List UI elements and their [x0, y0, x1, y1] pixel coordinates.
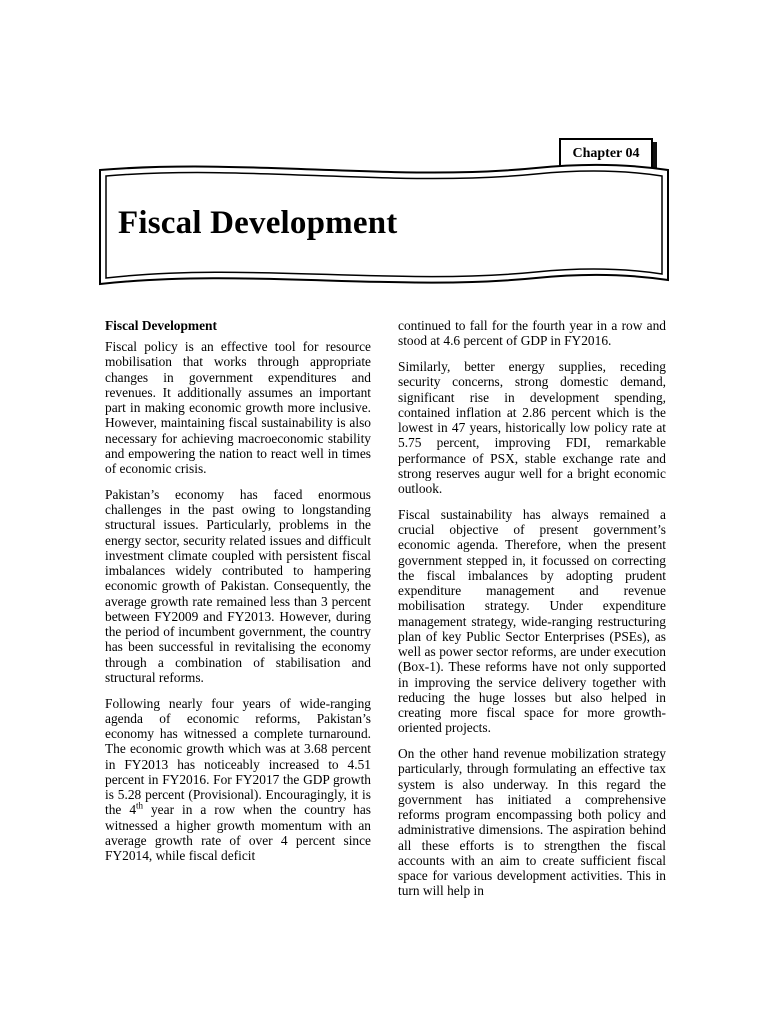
section-heading: Fiscal Development [105, 318, 217, 333]
paragraph [105, 696, 371, 864]
left-column [105, 318, 371, 874]
paragraph-text: year in a row when the country has witnessed a higher growth momentum with an average growth rate of over 4 percent since FY2014, while fiscal deficit [105, 802, 372, 863]
right-column [398, 318, 666, 909]
chapter-label: Chapter 04 [572, 146, 640, 161]
paragraph: Pakistan’s economy has faced enormous challenges in the past owing to longstanding structural issues. Particularly, problems in the energy sector, security related issues and difficult investment climate coupled with persistent fiscal imbalances widely contributed to hampering economic growth of Pakistan. Consequently, the average growth rate remained less than 3 percent between FY2009 and FY2013. However, during the period of incumbent government, the country has been successful in revitalising the economy through a combination of stabilisation and structural reforms. [105, 486, 371, 685]
paragraph-text: Following nearly four years of wide-ranging agenda of economic reforms, Pakistan’s economy has witnessed a complete turnaround. The economic growth which was at 3.68 percent in FY2013 has noticeably increased to 4.51 percent in FY2016. For FY2017 the GDP growth is 5.28 percent (Provisional). Encouragingly, it is the 4 [105, 695, 371, 818]
superscript: th [136, 800, 144, 811]
paragraph: Fiscal sustainability has always remained a crucial objective of present government’s economic agenda. Therefore, when the present government stepped in, it focussed on correcting the fiscal imbalances by adopting prudent expenditure management and revenue mobilisation strategy. Under expenditure management strategy, wide-ranging restructuring plan of key Public Sector Enterprises (PSEs), as well as power sector reforms, are under execution (Box-1). These reforms have not only supported in improving the service delivery together with reducing the huge losses but also helped in creating more fiscal space for more growth-oriented projects. [398, 506, 666, 736]
paragraph: On the other hand revenue mobilization strategy particularly, through formulating an effective tax system is also underway. In this regard the government has initiated a comprehensive reforms program encompassing both policy and administrative dimensions. The aspiration behind all these efforts is to strengthen the fiscal accounts with an aim to create sufficient fiscal space for various development activities. This in turn will help in [398, 746, 666, 899]
paragraph: Fiscal policy is an effective tool for resource mobilisation that works through appropriate changes in government expenditures and revenues. It additionally assumes an important part in making economic growth more inclusive. However, maintaining fiscal sustainability is also necessary for achieving macroeconomic stability and empowering the nation to react well in times of economic crisis. [105, 339, 371, 476]
page-title: Fiscal Development [118, 205, 398, 241]
paragraph: Similarly, better energy supplies, receding security concerns, strong domestic demand, significant rise in development spending, contained inflation at 2.86 percent which is the lowest in 47 years, historically low policy rate at 5.75 percent, improving FDI, remarkable performance of PSX, stable exchange rate and strong reserves augur well for a bright economic outlook. [398, 359, 666, 496]
title-banner [96, 160, 672, 294]
paragraph: continued to fall for the fourth year in a row and stood at 4.6 percent of GDP in FY2016. [398, 318, 666, 349]
